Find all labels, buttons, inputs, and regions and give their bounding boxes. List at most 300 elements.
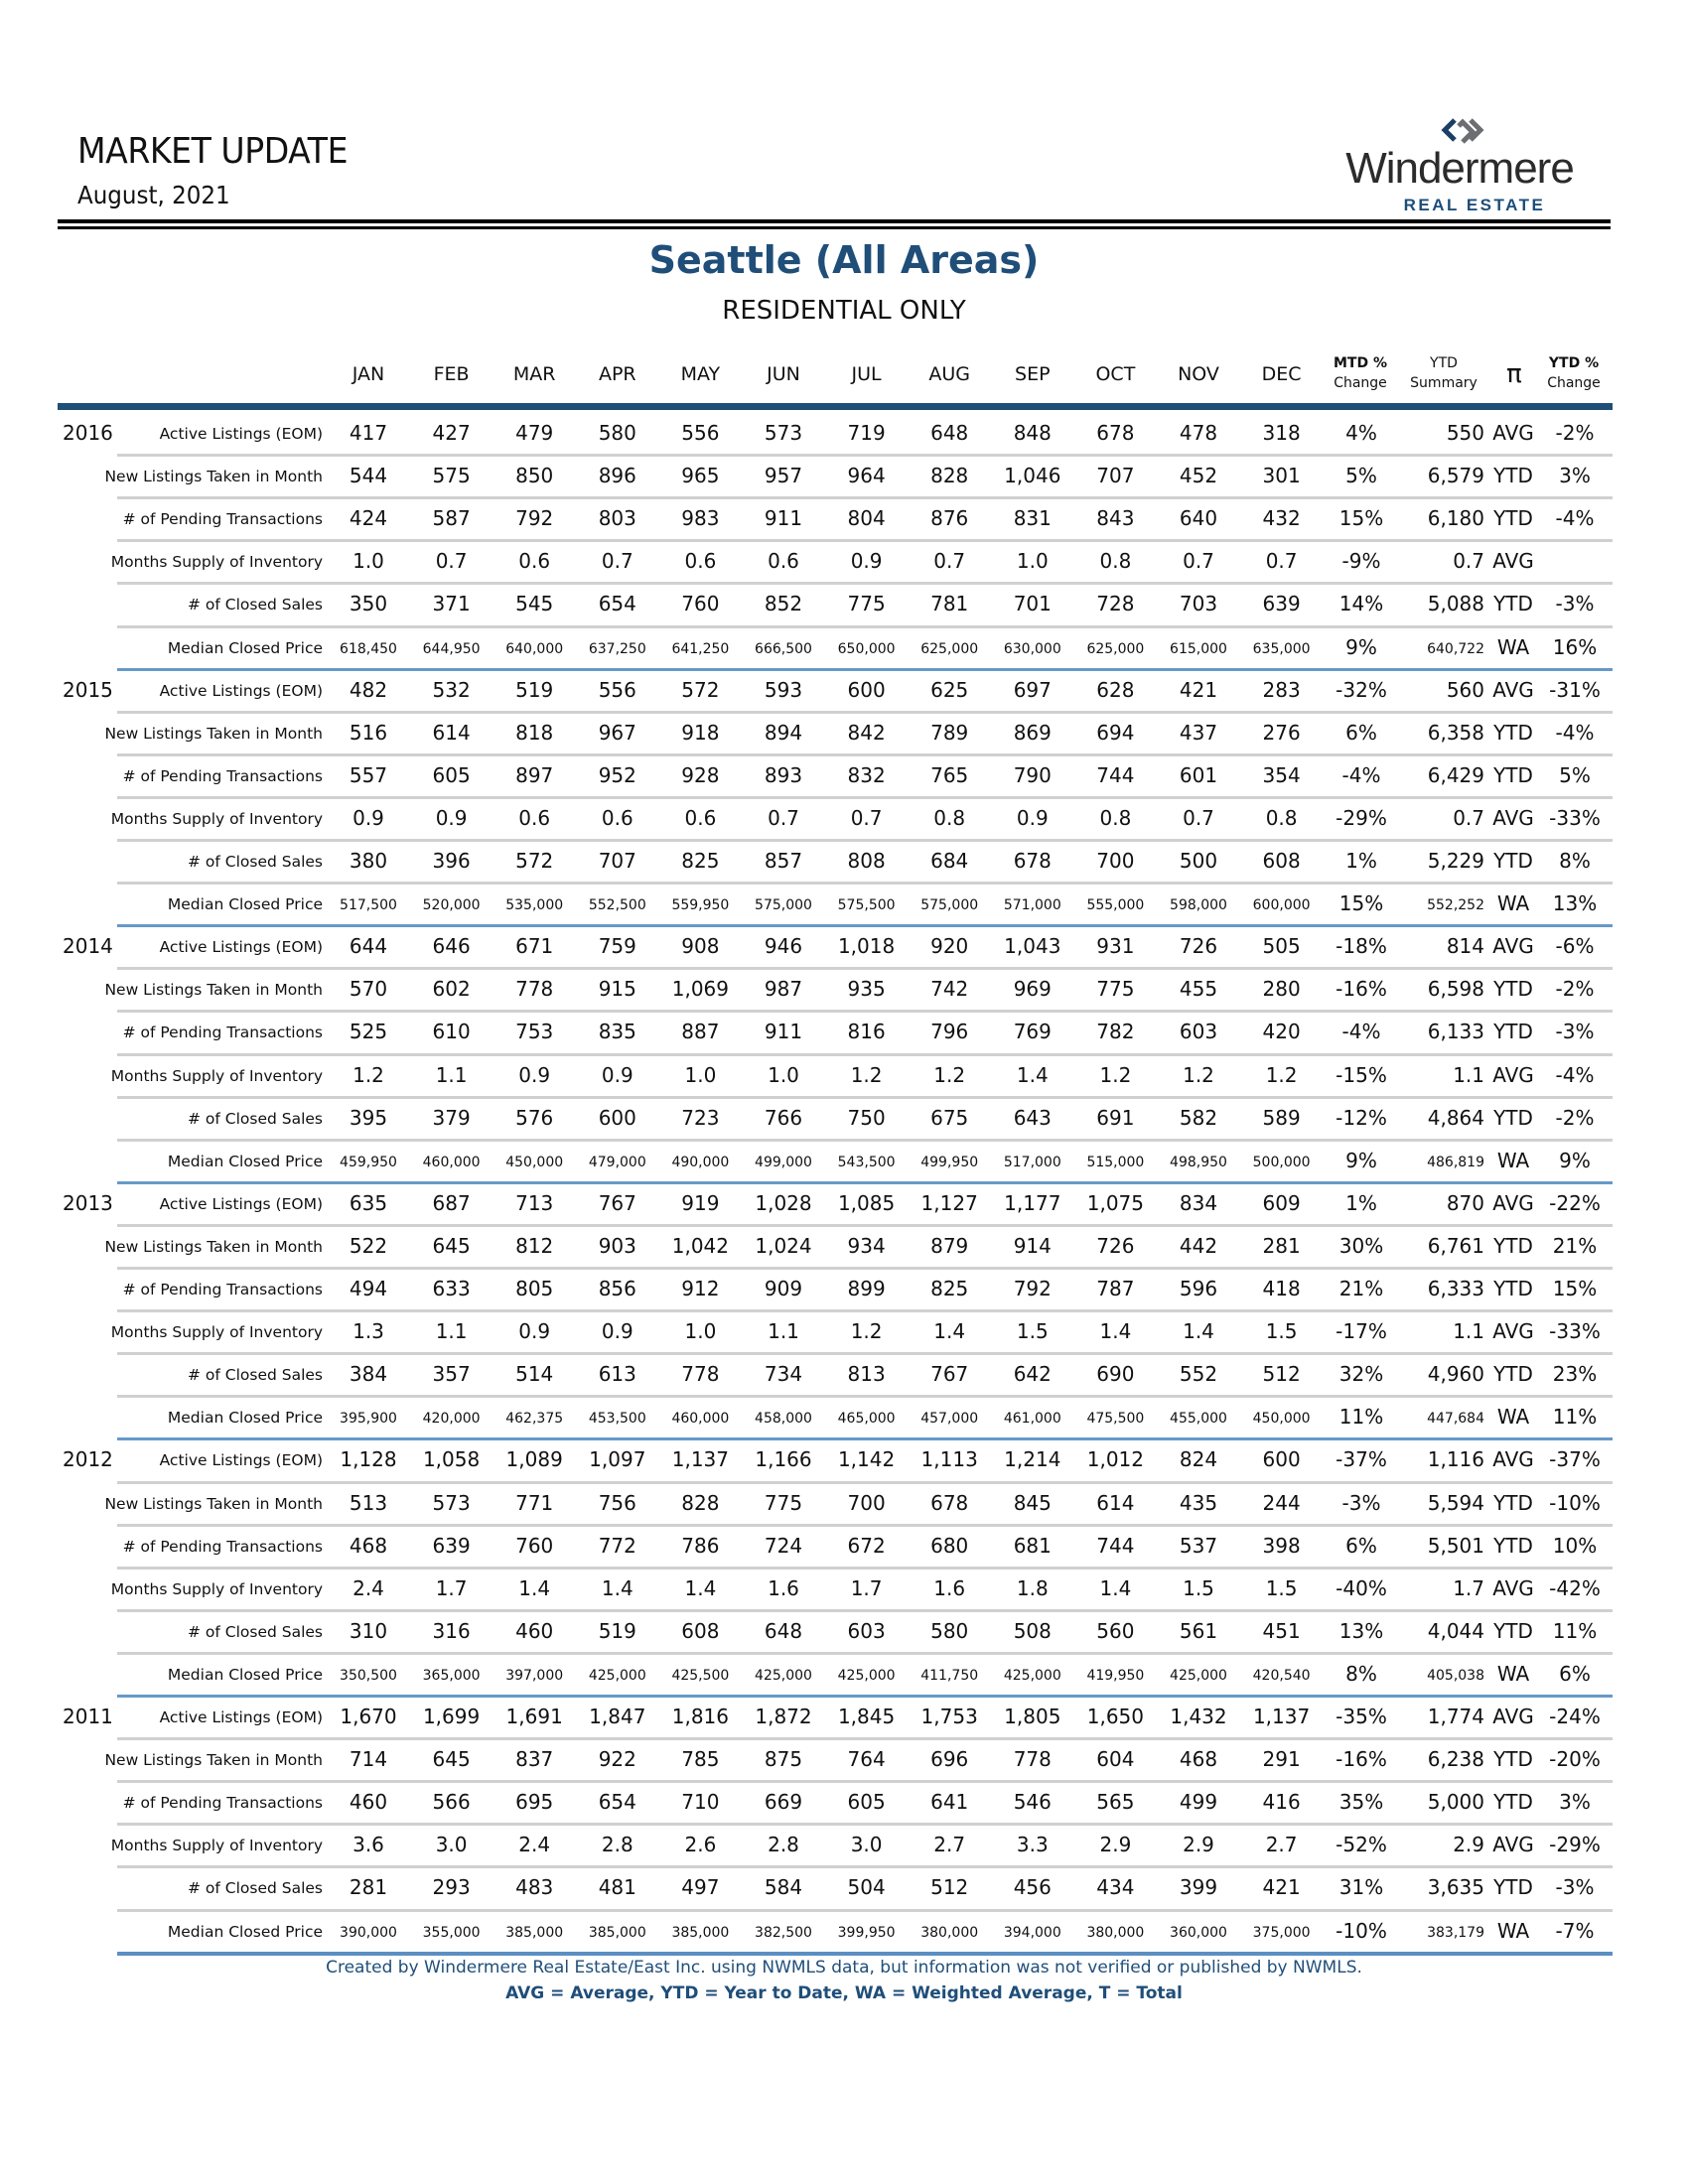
table-cell: 1.4 [684,1575,717,1600]
summary-type-cell: YTD [1493,1747,1533,1772]
ytd-summary-cell: 3,635 [1427,1875,1484,1900]
month-header-nov: NOV [1178,363,1219,385]
ytd-pct-change-cell: -29% [1549,1833,1601,1857]
table-cell: 879 [930,1233,969,1258]
summary-type-cell: YTD [1493,849,1533,873]
table-cell: 394,000 [1003,1924,1061,1941]
summary-type-cell: YTD [1493,1790,1533,1815]
row-label-median-closed-price: Median Closed Price [167,1152,323,1170]
table-cell: 803 [598,506,636,531]
table-cell: 385,000 [505,1924,564,1941]
table-cell: 425,000 [837,1667,896,1684]
table-cell: 350 [349,592,388,616]
row-divider [117,539,1613,542]
row-label-months-supply: Months Supply of Inventory [110,553,323,572]
table-cell: 500 [1179,849,1218,873]
summary-type-cell: YTD [1493,720,1533,745]
ytd-pct-change-cell: -33% [1549,805,1601,830]
table-cell: 625 [930,677,969,702]
ytd-summary-cell: 550 [1446,421,1484,445]
table-cell: 983 [681,506,720,531]
table-cell: 575 [432,464,471,488]
table-cell: 497 [681,1875,720,1900]
type-symbol-header: π [1506,359,1522,389]
logo-wordmark: Windermere [1345,144,1574,193]
table-cell: 931 [1096,934,1135,959]
table-cell: 1,699 [422,1705,481,1728]
table-cell: 804 [847,506,886,531]
table-cell: 1,845 [837,1705,896,1728]
table-cell: 571,000 [1003,897,1061,914]
table-cell: 935 [847,977,886,1002]
table-cell: 1,043 [1004,934,1061,959]
table-cell: 760 [681,592,720,616]
summary-type-cell: YTD [1493,1490,1533,1515]
summary-type-cell: YTD [1493,1875,1533,1900]
table-cell: 575,000 [920,897,979,914]
summary-type-cell: YTD [1493,592,1533,616]
row-label-active-listings: Active Listings (EOM) [159,681,323,700]
table-cell: 462,375 [505,1411,564,1428]
table-cell: 2.6 [684,1833,717,1857]
summary-type-cell: YTD [1493,1533,1533,1558]
table-cell: 425,000 [755,1667,812,1684]
mtd-change-cell: 32% [1338,1362,1384,1387]
table-cell: 505 [1262,934,1301,959]
table-cell: 691 [1096,1105,1135,1130]
table-cell: 455 [1179,977,1218,1002]
table-cell: 1.0 [768,1062,799,1087]
mtd-change-cell: 4% [1345,421,1377,445]
summary-type-cell: AVG [1492,549,1534,574]
table-cell: 805 [515,1277,554,1300]
table-cell: 646 [432,934,471,959]
table-cell: 812 [515,1233,554,1258]
footer-disclaimer: Created by Windermere Real Estate/East Inc. using NWMLS data, but information was not verified or published by NWMLS. [326,1958,1362,1978]
table-cell: 645 [432,1747,471,1772]
table-cell: 753 [515,1020,554,1044]
summary-type-cell: AVG [1492,1319,1534,1344]
table-cell: 614 [1096,1490,1135,1515]
table-cell: 613 [598,1362,636,1387]
mtd-change-cell: 15% [1338,506,1384,531]
page-title: Seattle (All Areas) [648,238,1040,282]
table-cell: 499,000 [755,1154,812,1170]
table-cell: 522 [349,1233,388,1258]
table-cell: 396 [432,849,471,873]
table-cell: 1,128 [340,1447,397,1472]
ytd-pct-change-cell: -7% [1555,1918,1595,1943]
table-cell: 1,432 [1170,1705,1227,1728]
page-subtitle: RESIDENTIAL ONLY [722,296,966,326]
ytd-header-top: YTD [1430,355,1458,371]
table-cell: 371 [432,592,471,616]
row-label-months-supply: Months Supply of Inventory [110,1066,323,1085]
table-cell: 690 [1096,1362,1135,1387]
table-cell: 764 [847,1747,886,1772]
table-cell: 0.9 [850,549,883,574]
ytd-summary-cell: 1,774 [1427,1705,1484,1728]
table-cell: 0.8 [1265,805,1298,830]
table-cell: 1.4 [601,1575,633,1600]
table-cell: 384 [349,1362,388,1387]
ytd-pct-change-cell: 3% [1559,1790,1591,1815]
table-cell: 0.6 [601,805,633,830]
table-cell: 922 [598,1747,636,1772]
month-header-jun: JUN [767,363,800,385]
table-cell: 2.8 [601,1833,633,1857]
table-cell: 515,000 [1086,1154,1145,1170]
table-cell: 724 [764,1533,803,1558]
ytd-pct-change-cell: 21% [1552,1233,1598,1258]
table-cell: 713 [515,1190,554,1215]
row-divider [117,882,1613,885]
row-label-pending-transactions: # of Pending Transactions [122,1794,323,1813]
row-label-active-listings: Active Listings (EOM) [159,1194,323,1213]
table-cell: 580 [598,421,636,445]
table-cell: 425,500 [671,1667,730,1684]
ytd-summary-cell: 447,684 [1427,1411,1484,1428]
table-cell: 0.9 [435,805,468,830]
summary-type-cell: YTD [1493,977,1533,1002]
table-cell: 965 [681,464,720,488]
table-cell: 856 [598,1277,636,1300]
table-cell: 1,042 [671,1233,730,1258]
table-cell: 500,000 [1252,1154,1311,1170]
table-cell: 915 [598,977,636,1002]
table-cell: 1.2 [850,1319,883,1344]
table-cell: 421 [1262,1875,1301,1900]
table-cell: 850 [515,464,554,488]
ytd-summary-cell: 486,819 [1427,1154,1484,1170]
table-cell: 637,250 [588,640,646,657]
table-cell: 512 [930,1875,969,1900]
table-cell: 0.6 [518,549,551,574]
table-cell: 778 [681,1362,720,1387]
row-divider [117,1053,1613,1056]
row-divider [117,1481,1613,1484]
table-cell: 648 [930,421,969,445]
ytd-summary-cell: 1,116 [1427,1447,1484,1472]
table-cell: 928 [681,762,720,787]
row-divider [117,753,1613,756]
table-cell: 532 [432,677,471,702]
table-cell: 1,847 [589,1705,646,1728]
ytd-header-bottom: Summary [1410,375,1477,391]
table-cell: 825 [681,849,720,873]
summary-type-cell: YTD [1493,1362,1533,1387]
mtd-change-cell: -17% [1336,1319,1387,1344]
table-cell: 696 [930,1747,969,1772]
table-cell: 546 [1013,1790,1052,1815]
mtd-change-cell: -32% [1336,677,1387,702]
table-cell: 380,000 [1086,1924,1145,1941]
row-label-pending-transactions: # of Pending Transactions [122,1024,323,1042]
year-label: 2012 [63,1447,113,1472]
table-cell: 0.6 [684,549,717,574]
mtd-change-cell: -4% [1341,762,1381,787]
table-cell: 1.0 [352,549,384,574]
summary-type-cell: WA [1496,1148,1530,1172]
table-cell: 766 [764,1105,803,1130]
table-cell: 654 [598,592,636,616]
table-cell: 635 [349,1190,388,1215]
table-cell: 918 [681,720,720,745]
table-cell: 605 [847,1790,886,1815]
table-cell: 857 [764,849,803,873]
table-cell: 894 [764,720,803,745]
ytdpct-header-top: YTD % [1548,355,1600,371]
section-divider [117,1181,1613,1184]
summary-type-cell: AVG [1492,1447,1534,1472]
table-cell: 684 [930,849,969,873]
table-cell: 615,000 [1170,640,1227,657]
table-cell: 641 [930,1790,969,1815]
table-cell: 672 [847,1533,886,1558]
ytd-summary-cell: 0.7 [1453,805,1484,830]
table-cell: 276 [1262,720,1301,745]
table-cell: 310 [349,1618,388,1643]
table-cell: 1.2 [933,1062,966,1087]
summary-type-cell: YTD [1493,762,1533,787]
table-cell: 375,000 [1252,1924,1311,1941]
table-cell: 911 [764,506,803,531]
table-cell: 1.5 [1265,1575,1298,1600]
table-cell: 775 [1096,977,1135,1002]
month-header-dec: DEC [1261,363,1302,385]
ytd-pct-change-cell: -4% [1555,506,1595,531]
year-label: 2014 [63,934,113,959]
table-cell: 385,000 [671,1924,730,1941]
ytd-pct-change-cell: -3% [1555,1020,1595,1044]
table-cell: 3.6 [352,1833,384,1857]
table-cell: 1,024 [755,1233,812,1258]
month-header-sep: SEP [1015,363,1051,385]
table-cell: 455,000 [1170,1411,1227,1428]
table-cell: 545 [515,592,554,616]
header-rule-top [58,219,1611,223]
table-cell: 459,950 [340,1154,397,1170]
table-cell: 570 [349,977,388,1002]
table-cell: 552,500 [588,897,646,914]
table-cell: 734 [764,1362,803,1387]
table-cell: 461,000 [1003,1411,1061,1428]
table-cell: 1.1 [768,1319,799,1344]
table-cell: 681 [1013,1533,1052,1558]
table-cell: 1.4 [1016,1062,1049,1087]
table-cell: 642 [1013,1362,1052,1387]
table-cell: 969 [1013,977,1052,1002]
table-cell: 520,000 [422,897,481,914]
table-cell: 760 [515,1533,554,1558]
mtd-change-cell: -37% [1336,1447,1387,1472]
table-cell: 350,500 [340,1667,397,1684]
table-cell: 0.8 [1099,549,1132,574]
table-cell: 479,000 [588,1154,646,1170]
table-cell: 0.7 [1265,549,1298,574]
table-cell: 678 [930,1490,969,1515]
table-cell: 911 [764,1020,803,1044]
table-cell: 460 [515,1618,554,1643]
ytd-pct-change-cell: 5% [1559,762,1591,787]
table-cell: 909 [764,1277,803,1300]
table-cell: 1.7 [850,1575,883,1600]
table-cell: 576 [515,1105,554,1130]
table-cell: 645 [432,1233,471,1258]
ytd-summary-cell: 5,501 [1427,1533,1484,1558]
table-cell: 397,000 [505,1667,564,1684]
table-cell: 1,075 [1086,1190,1145,1215]
summary-type-cell: WA [1496,1918,1530,1943]
table-cell: 669 [764,1790,803,1815]
table-cell: 2.9 [1099,1833,1132,1857]
ytd-summary-cell: 6,133 [1427,1020,1484,1044]
mtd-change-cell: -15% [1336,1062,1387,1087]
table-cell: 852 [764,592,803,616]
ytd-summary-cell: 4,044 [1427,1618,1484,1643]
table-cell: 516 [349,720,388,745]
table-cell: 650,000 [837,640,896,657]
table-cell: 1,214 [1004,1447,1061,1472]
mtd-change-header [1321,353,1400,393]
table-cell: 1,753 [920,1705,978,1728]
year-label: 2013 [63,1190,113,1215]
table-cell: 635,000 [1252,640,1311,657]
table-cell: 750 [847,1105,886,1130]
table-cell: 395 [349,1105,388,1130]
row-label-months-supply: Months Supply of Inventory [110,1837,323,1855]
table-cell: 845 [1013,1490,1052,1515]
table-cell: 600 [847,677,886,702]
table-cell: 808 [847,849,886,873]
table-cell: 893 [764,762,803,787]
table-cell: 318 [1262,421,1301,445]
mtd-change-cell: 6% [1345,1533,1377,1558]
table-cell: 283 [1262,677,1301,702]
ytd-summary-cell: 2.9 [1453,1833,1484,1857]
table-cell: 584 [764,1875,803,1900]
mtd-change-cell: 35% [1338,1790,1384,1815]
table-cell: 535,000 [505,897,564,914]
table-cell: 1,069 [671,977,730,1002]
table-cell: 1.4 [1183,1319,1214,1344]
table-cell: 1,670 [340,1705,397,1728]
table-cell: 726 [1096,1233,1135,1258]
month-header-may: MAY [680,363,721,385]
row-divider [117,1395,1613,1398]
ytd-summary-cell: 6,579 [1427,464,1484,488]
table-cell: 648 [764,1618,803,1643]
table-cell: 244 [1262,1490,1301,1515]
table-cell: 508 [1013,1618,1052,1643]
table-cell: 1.2 [1099,1062,1132,1087]
table-cell: 399 [1179,1875,1218,1900]
table-cell: 625,000 [920,640,979,657]
table-cell: 0.8 [1099,805,1132,830]
table-cell: 869 [1013,720,1052,745]
table-cell: 818 [515,720,554,745]
table-cell: 0.7 [601,549,633,574]
table-cell: 552 [1179,1362,1218,1387]
table-cell: 640,000 [505,640,564,657]
ytd-summary-cell: 4,960 [1427,1362,1484,1387]
mtd-header-top: MTD % [1333,355,1387,371]
table-cell: 608 [1262,849,1301,873]
ytd-summary-cell: 6,358 [1427,720,1484,745]
ytdpct-header-bottom: Change [1547,375,1601,391]
table-cell: 435 [1179,1490,1218,1515]
table-cell: 425,000 [588,1667,646,1684]
table-cell: 390,000 [340,1924,397,1941]
month-header-apr: APR [598,363,636,385]
ytd-summary-cell: 6,333 [1427,1277,1484,1300]
table-cell: 395,900 [340,1411,397,1428]
table-cell: 575,500 [837,897,896,914]
table-cell: 425,000 [1170,1667,1227,1684]
table-cell: 494 [349,1277,388,1300]
table-cell: 964 [847,464,886,488]
summary-type-cell: YTD [1493,464,1533,488]
ytd-summary-cell: 552,252 [1427,897,1484,914]
row-label-closed-sales: # of Closed Sales [187,1879,323,1898]
table-cell: 639 [1262,592,1301,616]
mtd-header-bottom: Change [1334,375,1387,391]
table-cell: 596 [1179,1277,1218,1300]
mtd-change-cell: 13% [1338,1618,1384,1643]
table-cell: 424 [349,506,388,531]
table-cell: 517,000 [1003,1154,1061,1170]
table-cell: 614 [432,720,471,745]
table-cell: 908 [681,934,720,959]
table-cell: 2.7 [1265,1833,1298,1857]
row-divider [117,1267,1613,1270]
table-cell: 744 [1096,762,1135,787]
row-divider [117,1524,1613,1527]
month-header-jan: JAN [352,363,385,385]
table-cell: 919 [681,1190,720,1215]
table-cell: 0.9 [352,805,384,830]
ytd-pct-change-cell: 3% [1559,464,1591,488]
table-cell: 1,177 [1004,1190,1061,1215]
table-cell: 644,950 [422,640,481,657]
table-cell: 603 [847,1618,886,1643]
summary-type-cell: AVG [1492,1575,1534,1600]
mtd-change-cell: -3% [1341,1490,1381,1515]
mtd-change-cell: -35% [1336,1705,1387,1728]
table-cell: 828 [681,1490,720,1515]
table-cell: 782 [1096,1020,1135,1044]
mtd-change-cell: -18% [1336,934,1387,959]
table-cell: 1,816 [671,1705,730,1728]
table-cell: 559,950 [671,897,730,914]
table-cell: 641,250 [671,640,730,657]
table-cell: 450,000 [505,1154,564,1170]
table-cell: 790 [1013,762,1052,787]
table-cell: 1,872 [755,1705,812,1728]
table-cell: 281 [349,1875,388,1900]
row-label-closed-sales: # of Closed Sales [187,596,323,614]
ytd-summary-cell: 5,088 [1427,592,1484,616]
table-cell: 671 [515,934,554,959]
table-cell: 537 [1179,1533,1218,1558]
ytd-pct-change-cell: 23% [1552,1362,1598,1387]
table-cell: 1,142 [837,1447,896,1472]
row-divider [117,1823,1613,1826]
table-cell: 479 [515,421,554,445]
row-label-pending-transactions: # of Pending Transactions [122,510,323,529]
table-cell: 0.6 [768,549,799,574]
table-cell: 517,500 [340,897,397,914]
